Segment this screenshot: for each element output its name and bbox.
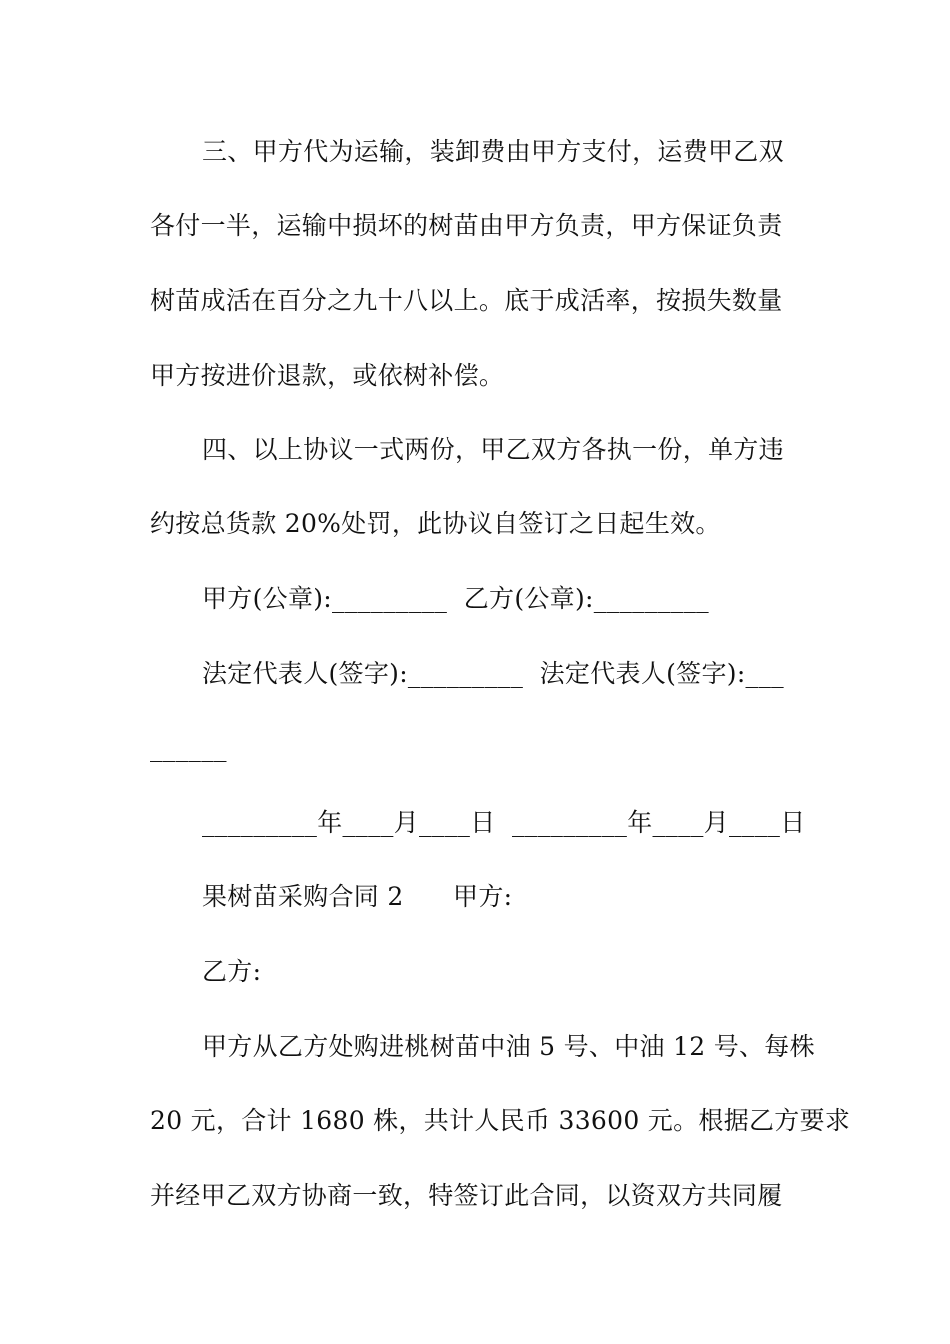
contract-2-body-line-3: 并经甲乙双方协商一致，特签订此合同，以资双方共同履 [150, 1181, 783, 1210]
clause-3-line-4: 甲方按进价退款，或依树补偿。 [150, 361, 505, 390]
contract-2-body-line-2: 20 元，合计 1680 株，共计人民币 33600 元。根据乙方要求 [150, 1106, 851, 1135]
party-b-label: 乙方: [202, 957, 262, 986]
clause-4-line-1: 四、以上协议一式两份，甲乙双方各执一份，单方违 [202, 435, 784, 464]
clause-3-line-1: 三、甲方代为运输，装卸费由甲方支付，运费甲乙双 [202, 137, 784, 166]
seal-line: 甲方(公章):_________ 乙方(公章):_________ [202, 584, 709, 613]
contract-2-body-line-1: 甲方从乙方处购进桃树苗中油 5 号、中油 12 号、每株 [202, 1032, 815, 1061]
date-line: _________年____月____日 _________年____月____日 [202, 808, 806, 837]
clause-3-line-2: 各付一半，运输中损坏的树苗由甲方负责，甲方保证负责 [150, 211, 783, 240]
signature-line-continued: ______ [150, 733, 227, 762]
clause-3-line-3: 树苗成活在百分之九十八以上。底于成活率，按损失数量 [150, 286, 783, 315]
contract-2-title: 果树苗采购合同 2 甲方: [202, 882, 513, 911]
signature-line: 法定代表人(签字):_________ 法定代表人(签字):___ [202, 659, 784, 688]
clause-4-line-2: 约按总货款 20%处罚，此协议自签订之日起生效。 [150, 509, 721, 538]
